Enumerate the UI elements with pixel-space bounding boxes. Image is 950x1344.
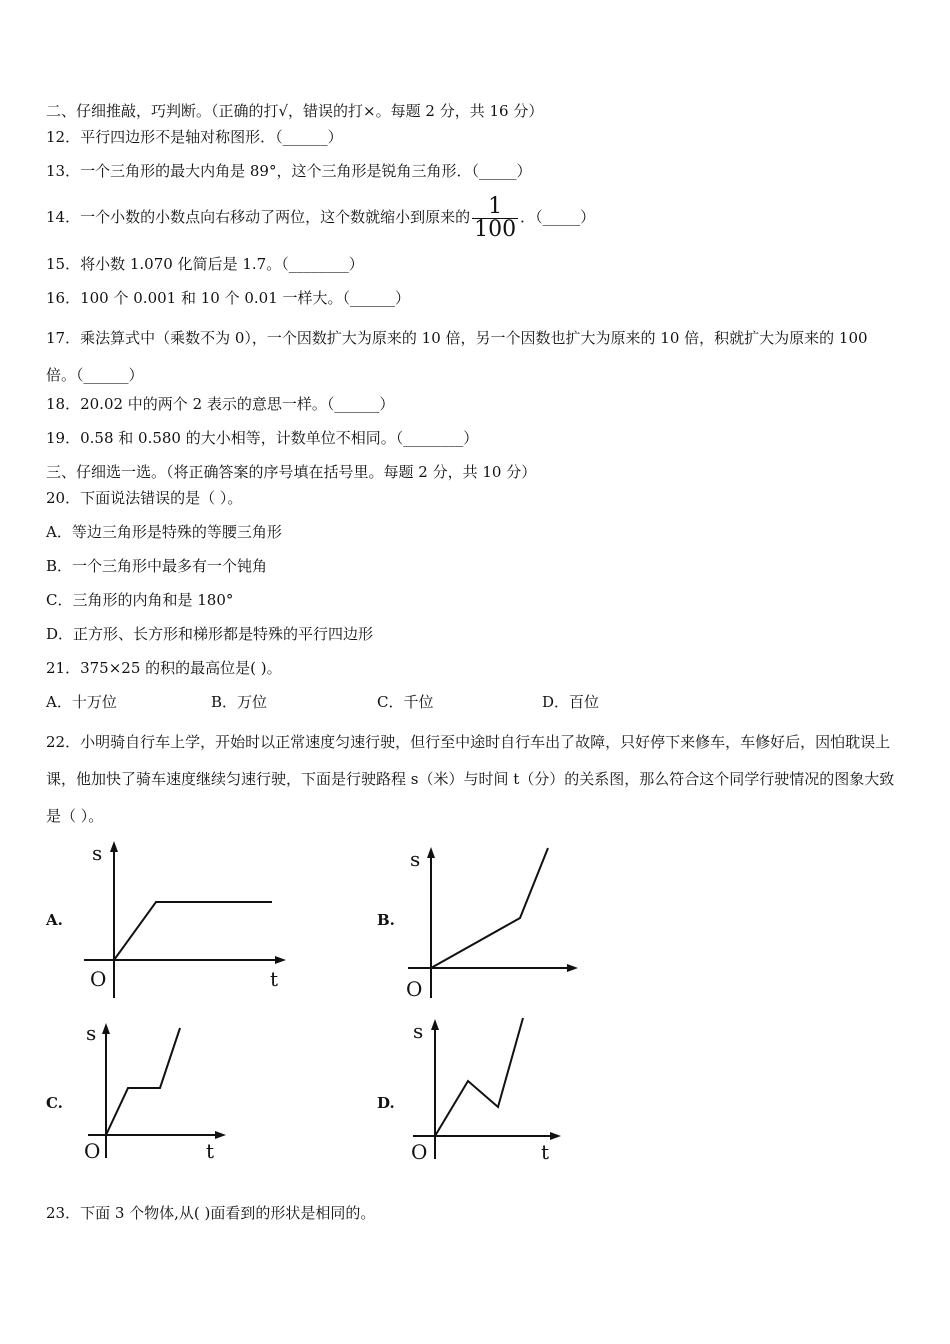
graph-c-y-label: s bbox=[86, 1021, 97, 1045]
question-16: 16．100 个 0.001 和 10 个 0.01 一样大。（______） bbox=[46, 289, 411, 307]
graph-b-origin-label: O bbox=[406, 977, 423, 1001]
question-14 bbox=[46, 193, 595, 241]
question-23: 23．下面 3 个物体,从( )面看到的形状是相同的。 bbox=[46, 1204, 376, 1222]
graph-d-y-label: s bbox=[413, 1019, 424, 1043]
question-20-option-c: C．三角形的内角和是 180° bbox=[46, 591, 234, 609]
graph-b-x-arrow bbox=[567, 964, 578, 972]
question-18: 18．20.02 中的两个 2 表示的意思一样。（______） bbox=[46, 395, 395, 413]
graph-c-x-label: t bbox=[206, 1139, 215, 1163]
section-3-heading: 三、仔细选一选。（将正确答案的序号填在括号里。每题 2 分，共 10 分） bbox=[46, 463, 537, 481]
graph-d-y-arrow bbox=[431, 1019, 439, 1030]
graph-d-curve bbox=[435, 1018, 523, 1136]
question-20-option-a: A．等边三角形是特殊的等腰三角形 bbox=[46, 523, 282, 541]
graph-a-y-label: s bbox=[92, 841, 103, 865]
graph-d bbox=[405, 1014, 570, 1169]
question-21-option-a: A．十万位 bbox=[46, 693, 117, 711]
graph-c-option-label: C. bbox=[46, 1094, 63, 1112]
question-19: 19．0.58 和 0.580 的大小相等，计数单位不相同。（________） bbox=[46, 429, 479, 447]
graph-d-x-arrow bbox=[550, 1132, 561, 1140]
section-2-heading: 二、仔细推敲，巧判断。（正确的打√，错误的打×。每题 2 分，共 16 分） bbox=[46, 102, 544, 120]
graph-a bbox=[80, 838, 290, 1003]
question-17: 17．乘法算式中（乘数不为 0），一个因数扩大为原来的 10 倍，另一个因数也扩大为原来的 10 倍，积就扩大为原来的 100 倍。（______） bbox=[46, 329, 868, 384]
fraction-numerator: 1 bbox=[472, 196, 518, 219]
graph-a-y-arrow bbox=[110, 841, 118, 852]
graph-b bbox=[400, 838, 585, 1003]
graph-c-y-arrow bbox=[102, 1023, 110, 1034]
graph-c-origin-label: O bbox=[84, 1139, 101, 1163]
graph-b-curve bbox=[431, 848, 548, 968]
graph-c bbox=[80, 1018, 245, 1168]
question-15: 15．将小数 1.070 化简后是 1.7。（________） bbox=[46, 255, 364, 273]
graph-b-y-arrow bbox=[427, 847, 435, 858]
graph-a-x-label: t bbox=[270, 967, 279, 991]
question-14-answer-blank: ．（_____） bbox=[520, 208, 596, 226]
question-14-text: 14．一个小数的小数点向右移动了两位，这个数就缩小到原来的 bbox=[46, 208, 471, 226]
question-20-stem: 20．下面说法错误的是（ ）。 bbox=[46, 489, 243, 507]
question-21-stem: 21．375×25 的积的最高位是( )。 bbox=[46, 659, 282, 677]
fraction-one-hundredth bbox=[472, 193, 518, 242]
question-13: 13．一个三角形的最大内角是 89°，这个三角形是锐角三角形．（_____） bbox=[46, 162, 532, 180]
question-21-option-d: D．百位 bbox=[542, 693, 600, 711]
graph-b-option-label: B. bbox=[377, 911, 395, 929]
fraction-denominator: 100 bbox=[474, 216, 517, 242]
graph-a-origin-label: O bbox=[90, 967, 107, 991]
graph-c-curve bbox=[106, 1028, 180, 1135]
question-21-option-c: C．千位 bbox=[377, 693, 434, 711]
graph-d-x-label: t bbox=[541, 1140, 550, 1164]
graph-a-x-arrow bbox=[275, 956, 286, 964]
graph-a-option-label: A. bbox=[46, 911, 63, 929]
graph-d-origin-label: O bbox=[411, 1140, 428, 1164]
graph-c-x-arrow bbox=[215, 1131, 226, 1139]
graph-a-curve bbox=[114, 902, 272, 960]
graph-b-y-label: s bbox=[410, 847, 421, 871]
question-12: 12．平行四边形不是轴对称图形．（______） bbox=[46, 128, 343, 146]
question-20-option-b: B．一个三角形中最多有一个钝角 bbox=[46, 557, 268, 575]
question-22-stem: 22．小明骑自行车上学，开始时以正常速度匀速行驶，但行至中途时自行车出了故障，只好停下来修车，车修好后，因怕耽误上课，他加快了骑车速度继续匀速行驶，下面是行驶路程 s（米）与时间 t（分）的关系图，那么符合这个同学行驶情况的图象大致是（ ）。 bbox=[46, 733, 895, 825]
graph-d-option-label: D. bbox=[377, 1094, 395, 1112]
question-20-option-d: D．正方形、长方形和梯形都是特殊的平行四边形 bbox=[46, 625, 374, 643]
question-21-option-b: B．万位 bbox=[211, 693, 268, 711]
